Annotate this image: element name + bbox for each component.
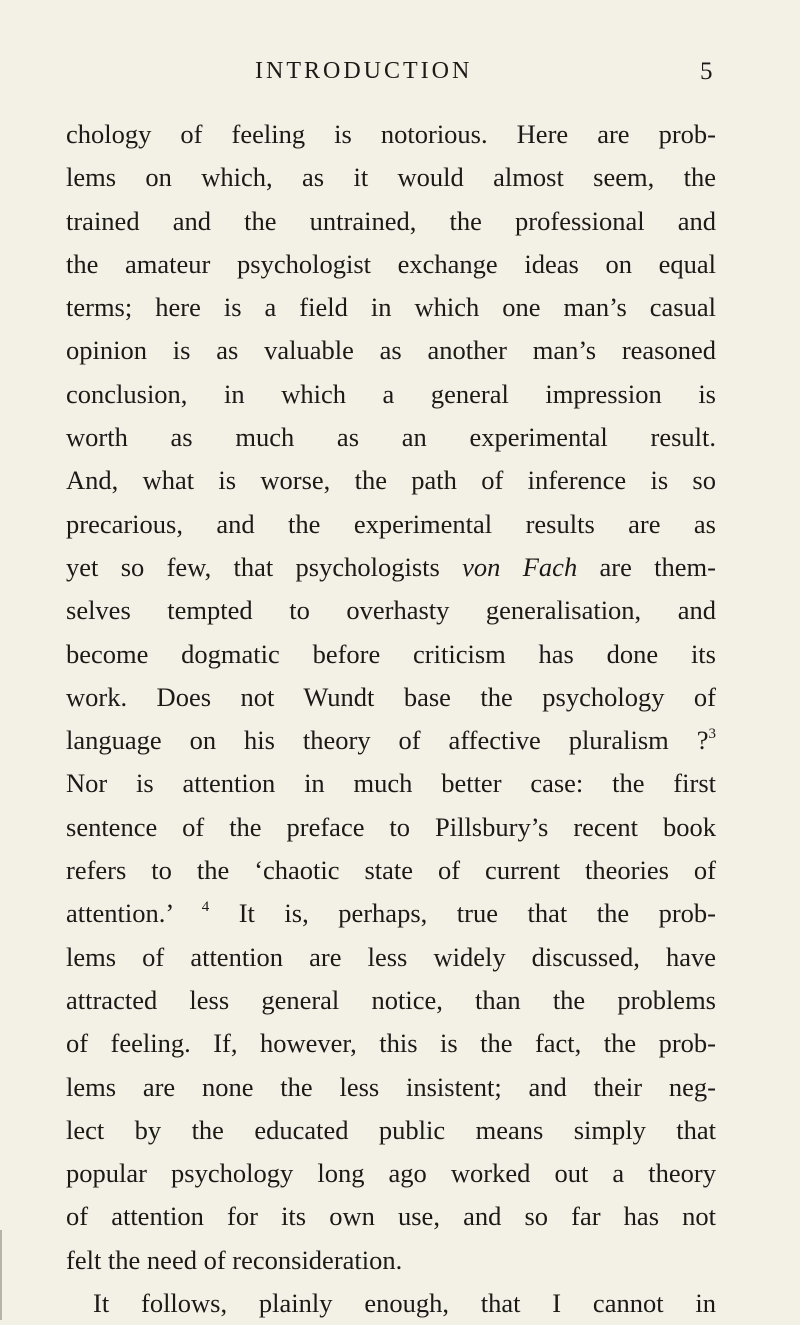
- text-line: refers to the ‘chaotic state of current theories of: [66, 855, 716, 886]
- text-line: chology of feeling is notorious. Here are prob-: [66, 119, 716, 149]
- italic-phrase: von Fach: [462, 551, 578, 582]
- text-segment: yet so few, that psychologists: [66, 551, 463, 582]
- text-line: felt the need of reconsideration.: [66, 1244, 403, 1275]
- text-segment: language on his theory of affective pluralism ?: [66, 725, 709, 756]
- text-line: terms; here is a field in which one man’s casual: [66, 292, 716, 323]
- text-line: lems of attention are less widely discussed, have: [66, 941, 716, 972]
- text-line: lect by the educated public means simply that: [66, 1114, 716, 1145]
- text-segment: attention.’: [66, 898, 202, 929]
- text-line: [66, 719, 716, 762]
- text-line: And, what is worse, the path of inference is so: [66, 465, 716, 496]
- text-line: conclusion, in which a general impression is: [66, 378, 716, 409]
- text-line: attracted less general notice, than the problems: [66, 984, 716, 1015]
- text-line: trained and the untrained, the professional and: [66, 205, 716, 236]
- page-number: 5: [700, 58, 713, 85]
- page-edge-shadow: [0, 1230, 2, 1320]
- text-line: precarious, and the experimental results are as: [66, 508, 716, 539]
- text-line: opinion is as valuable as another man’s reasoned: [66, 335, 716, 366]
- footnote-ref: 4: [201, 899, 210, 916]
- text-line: sentence of the preface to Pillsbury’s recent book: [66, 811, 716, 842]
- text-line: become dogmatic before criticism has done its: [66, 638, 716, 669]
- text-line: of attention for its own use, and so far has not: [66, 1201, 716, 1232]
- text-line: Nor is attention in much better case: the first: [66, 768, 716, 799]
- text-line: the amateur psychologist exchange ideas on equal: [66, 248, 716, 279]
- text-line: [66, 546, 716, 589]
- text-line: [66, 892, 716, 935]
- text-segment: It is, perhaps, true that the prob-: [209, 898, 716, 929]
- text-line: lems on which, as it would almost seem, the: [66, 162, 716, 193]
- text-line: of feeling. If, however, this is the fact, the prob-: [66, 1028, 716, 1059]
- text-line: It follows, plainly enough, that I cannot in: [93, 1288, 716, 1319]
- text-line: lems are none the less insistent; and their neg-: [66, 1071, 716, 1102]
- text-line: worth as much as an experimental result.: [66, 422, 716, 453]
- text-line: selves tempted to overhasty generalisation, and: [66, 595, 716, 626]
- body-text: [66, 113, 716, 1325]
- text-segment: are them-: [577, 551, 716, 582]
- text-line: popular psychology long ago worked out a theory: [66, 1158, 716, 1189]
- running-head: INTRODUCTION: [255, 58, 473, 84]
- footnote-ref: 3: [708, 726, 716, 743]
- text-line: work. Does not Wundt base the psychology of: [66, 681, 716, 712]
